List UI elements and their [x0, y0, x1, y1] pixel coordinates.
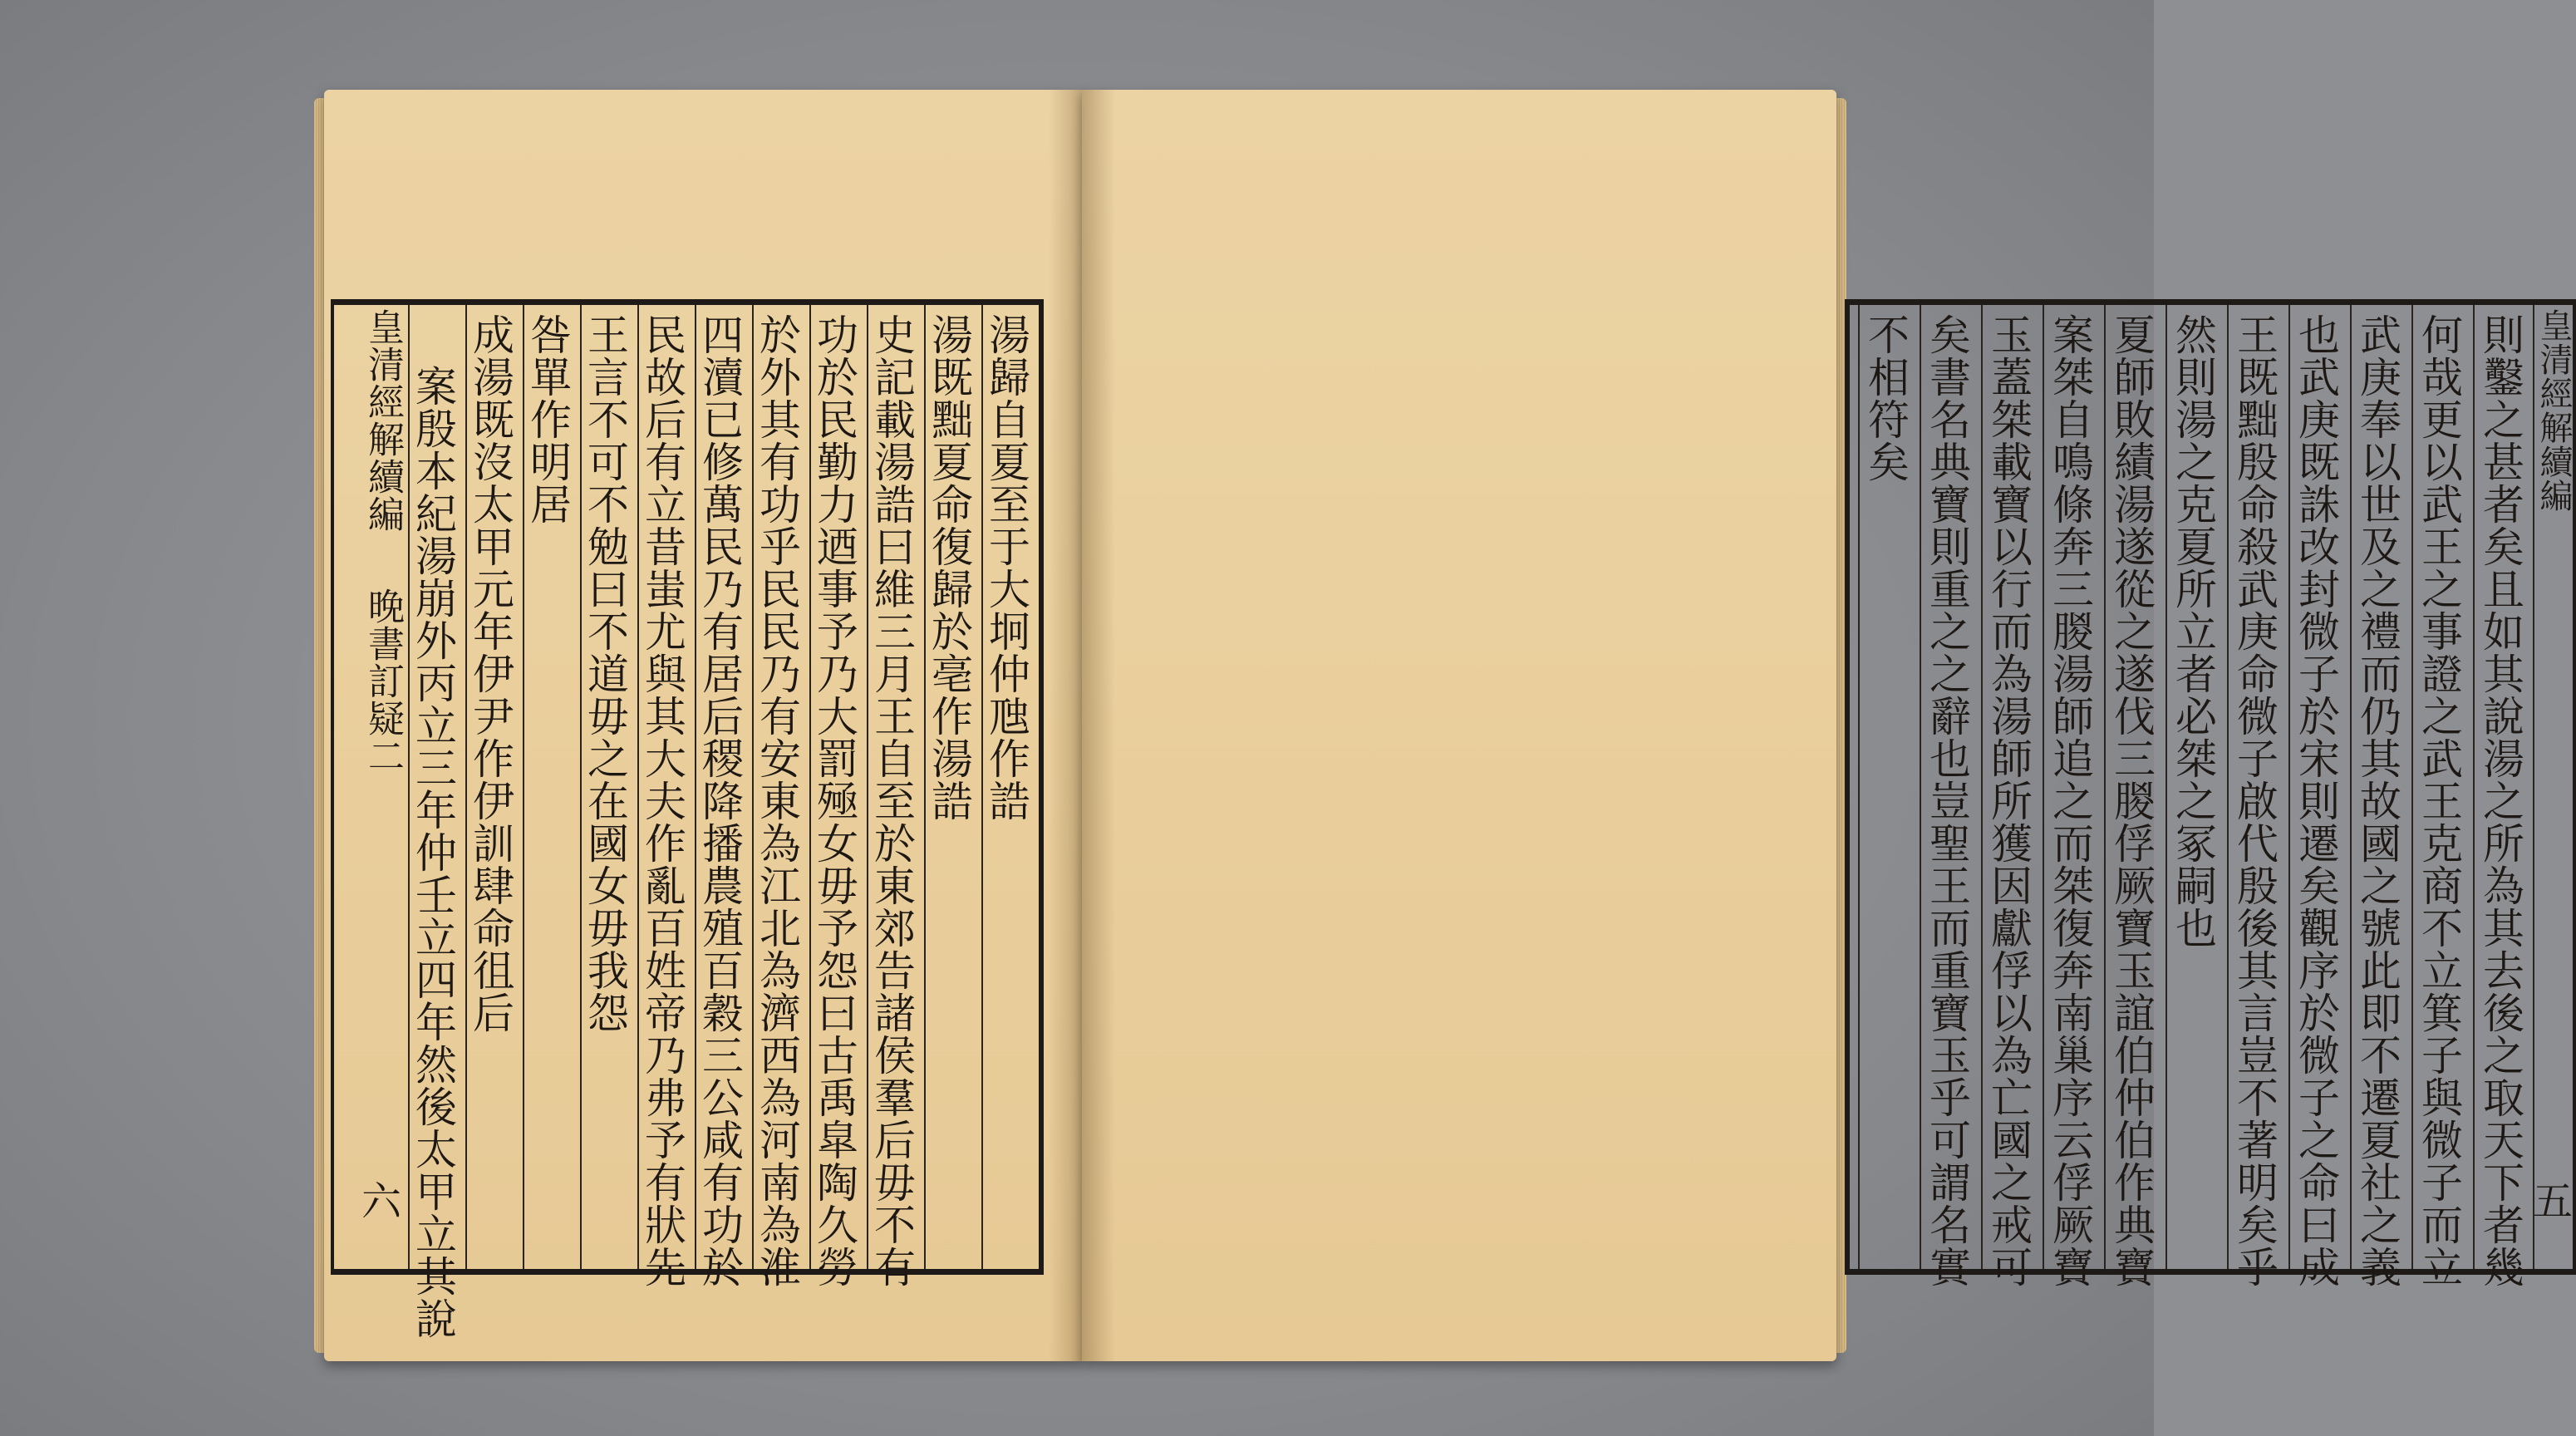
left-column-11 [408, 305, 465, 1340]
left-column-3 [867, 305, 924, 1288]
right-column-2 [2411, 305, 2473, 1288]
left-column-7-text: 民故后有立昔蚩尤與其大夫作亂百姓帝乃弗予有狀先 [638, 313, 686, 1288]
left-column-9 [523, 305, 580, 1269]
right-column-8-text: 案桀自鳴條奔三朡湯師追之而桀復奔南巢序云俘厥寶 [2046, 313, 2094, 1288]
left-column-7 [637, 305, 695, 1288]
left-page [324, 90, 1082, 1361]
left-column-8 [580, 305, 637, 1269]
right-column-11-text: 不相符矣 [1861, 313, 1910, 483]
left-margin-title: 皇清經解續編 [361, 308, 404, 533]
right-column-8 [2043, 305, 2104, 1288]
left-column-6-text: 四瀆已修萬民乃有居后稷降播農殖百穀三公咸有功於 [696, 313, 744, 1288]
right-column-7-text: 夏師敗績湯遂從之遂伐三朡俘厥寶玉誼伯仲伯作典寶 [2107, 313, 2156, 1288]
left-column-3-text: 史記載湯誥曰維三月王自至於東郊告諸侯羣后毋不有 [868, 313, 916, 1288]
left-column-2 [924, 305, 981, 1269]
right-column-1 [2473, 305, 2534, 1288]
right-column-1-text: 則鑿之甚者矣且如其說湯之所為其去後之取天下者幾 [2476, 313, 2524, 1288]
left-column-5-text: 於外其有功乎民民乃有安東為江北為濟西為河南為淮 [753, 313, 801, 1288]
right-column-6-text: 然則湯之克夏所立者必桀之冢嗣也 [2169, 313, 2217, 949]
right-column-3-text: 武庚奉以世及之禮而仍其故國之號此即不遷夏社之義 [2353, 313, 2401, 1288]
right-column-9-text: 玉蓋桀載寶以行而為湯師所獲因獻俘以為亡國之戒可 [1984, 313, 2033, 1288]
left-column-2-text: 湯既黜夏命復歸於亳作湯誥 [925, 313, 973, 822]
right-column-11 [1858, 305, 1920, 1269]
left-page-number: 六 [361, 1178, 401, 1225]
left-text-frame [331, 299, 1044, 1340]
left-column-10-text: 成湯既沒太甲元年伊尹作伊訓肆命徂后 [466, 313, 514, 1034]
right-column-9 [1981, 305, 2043, 1288]
left-column-5 [752, 305, 809, 1288]
left-column-1 [981, 305, 1039, 1269]
left-columns [334, 305, 1039, 1340]
left-column-8-text: 王言不可不勉曰不道毋之在國女毋我怨 [581, 313, 629, 1034]
left-column-11-text: 案殷本紀湯崩外丙立三年仲壬立四年然後太甲立其說 [409, 365, 457, 1340]
right-columns [1850, 305, 2573, 1288]
right-column-4-text: 也武庚既誅改封微子於宋則遷矣觀序於微子之命曰成 [2292, 313, 2340, 1288]
right-margin-title: 皇清經解續編 [2534, 308, 2573, 513]
right-column-5-text: 王既黜殷命殺武庚命微子啟代殷後其言豈不著明矣乎 [2230, 313, 2279, 1288]
left-column-4-text: 功於民勤力迺事予乃大罰殛女毋予怨曰古禹皐陶久勞 [810, 313, 858, 1288]
right-column-3 [2350, 305, 2411, 1288]
right-column-5 [2227, 305, 2288, 1288]
left-column-9-text: 咎單作明居 [524, 313, 572, 525]
right-column-4 [2288, 305, 2350, 1288]
right-column-10 [1920, 305, 1981, 1288]
right-page [1082, 90, 2573, 1361]
open-book [324, 90, 2573, 1361]
left-column-10 [465, 305, 523, 1269]
right-column-2-text: 何哉更以武王之事證之武王克商不立箕子與微子而立 [2415, 313, 2463, 1288]
left-column-6 [695, 305, 752, 1288]
left-column-4 [809, 305, 867, 1288]
right-column-7 [2104, 305, 2166, 1288]
right-text-frame [1845, 299, 2576, 1288]
left-column-1-text: 湯歸自夏至于大坰仲虺作誥 [982, 313, 1030, 822]
right-column-6 [2166, 305, 2227, 1269]
left-margin-subtitle: 晚書訂疑二 [361, 588, 404, 775]
right-page-number: 五 [2532, 1178, 2573, 1225]
right-column-10-text: 矣書名典寶則重之之辭也豈聖王而重寶玉乎可謂名實 [1923, 313, 1971, 1288]
left-margin-column [334, 305, 408, 1269]
right-margin-column [2533, 305, 2573, 1269]
